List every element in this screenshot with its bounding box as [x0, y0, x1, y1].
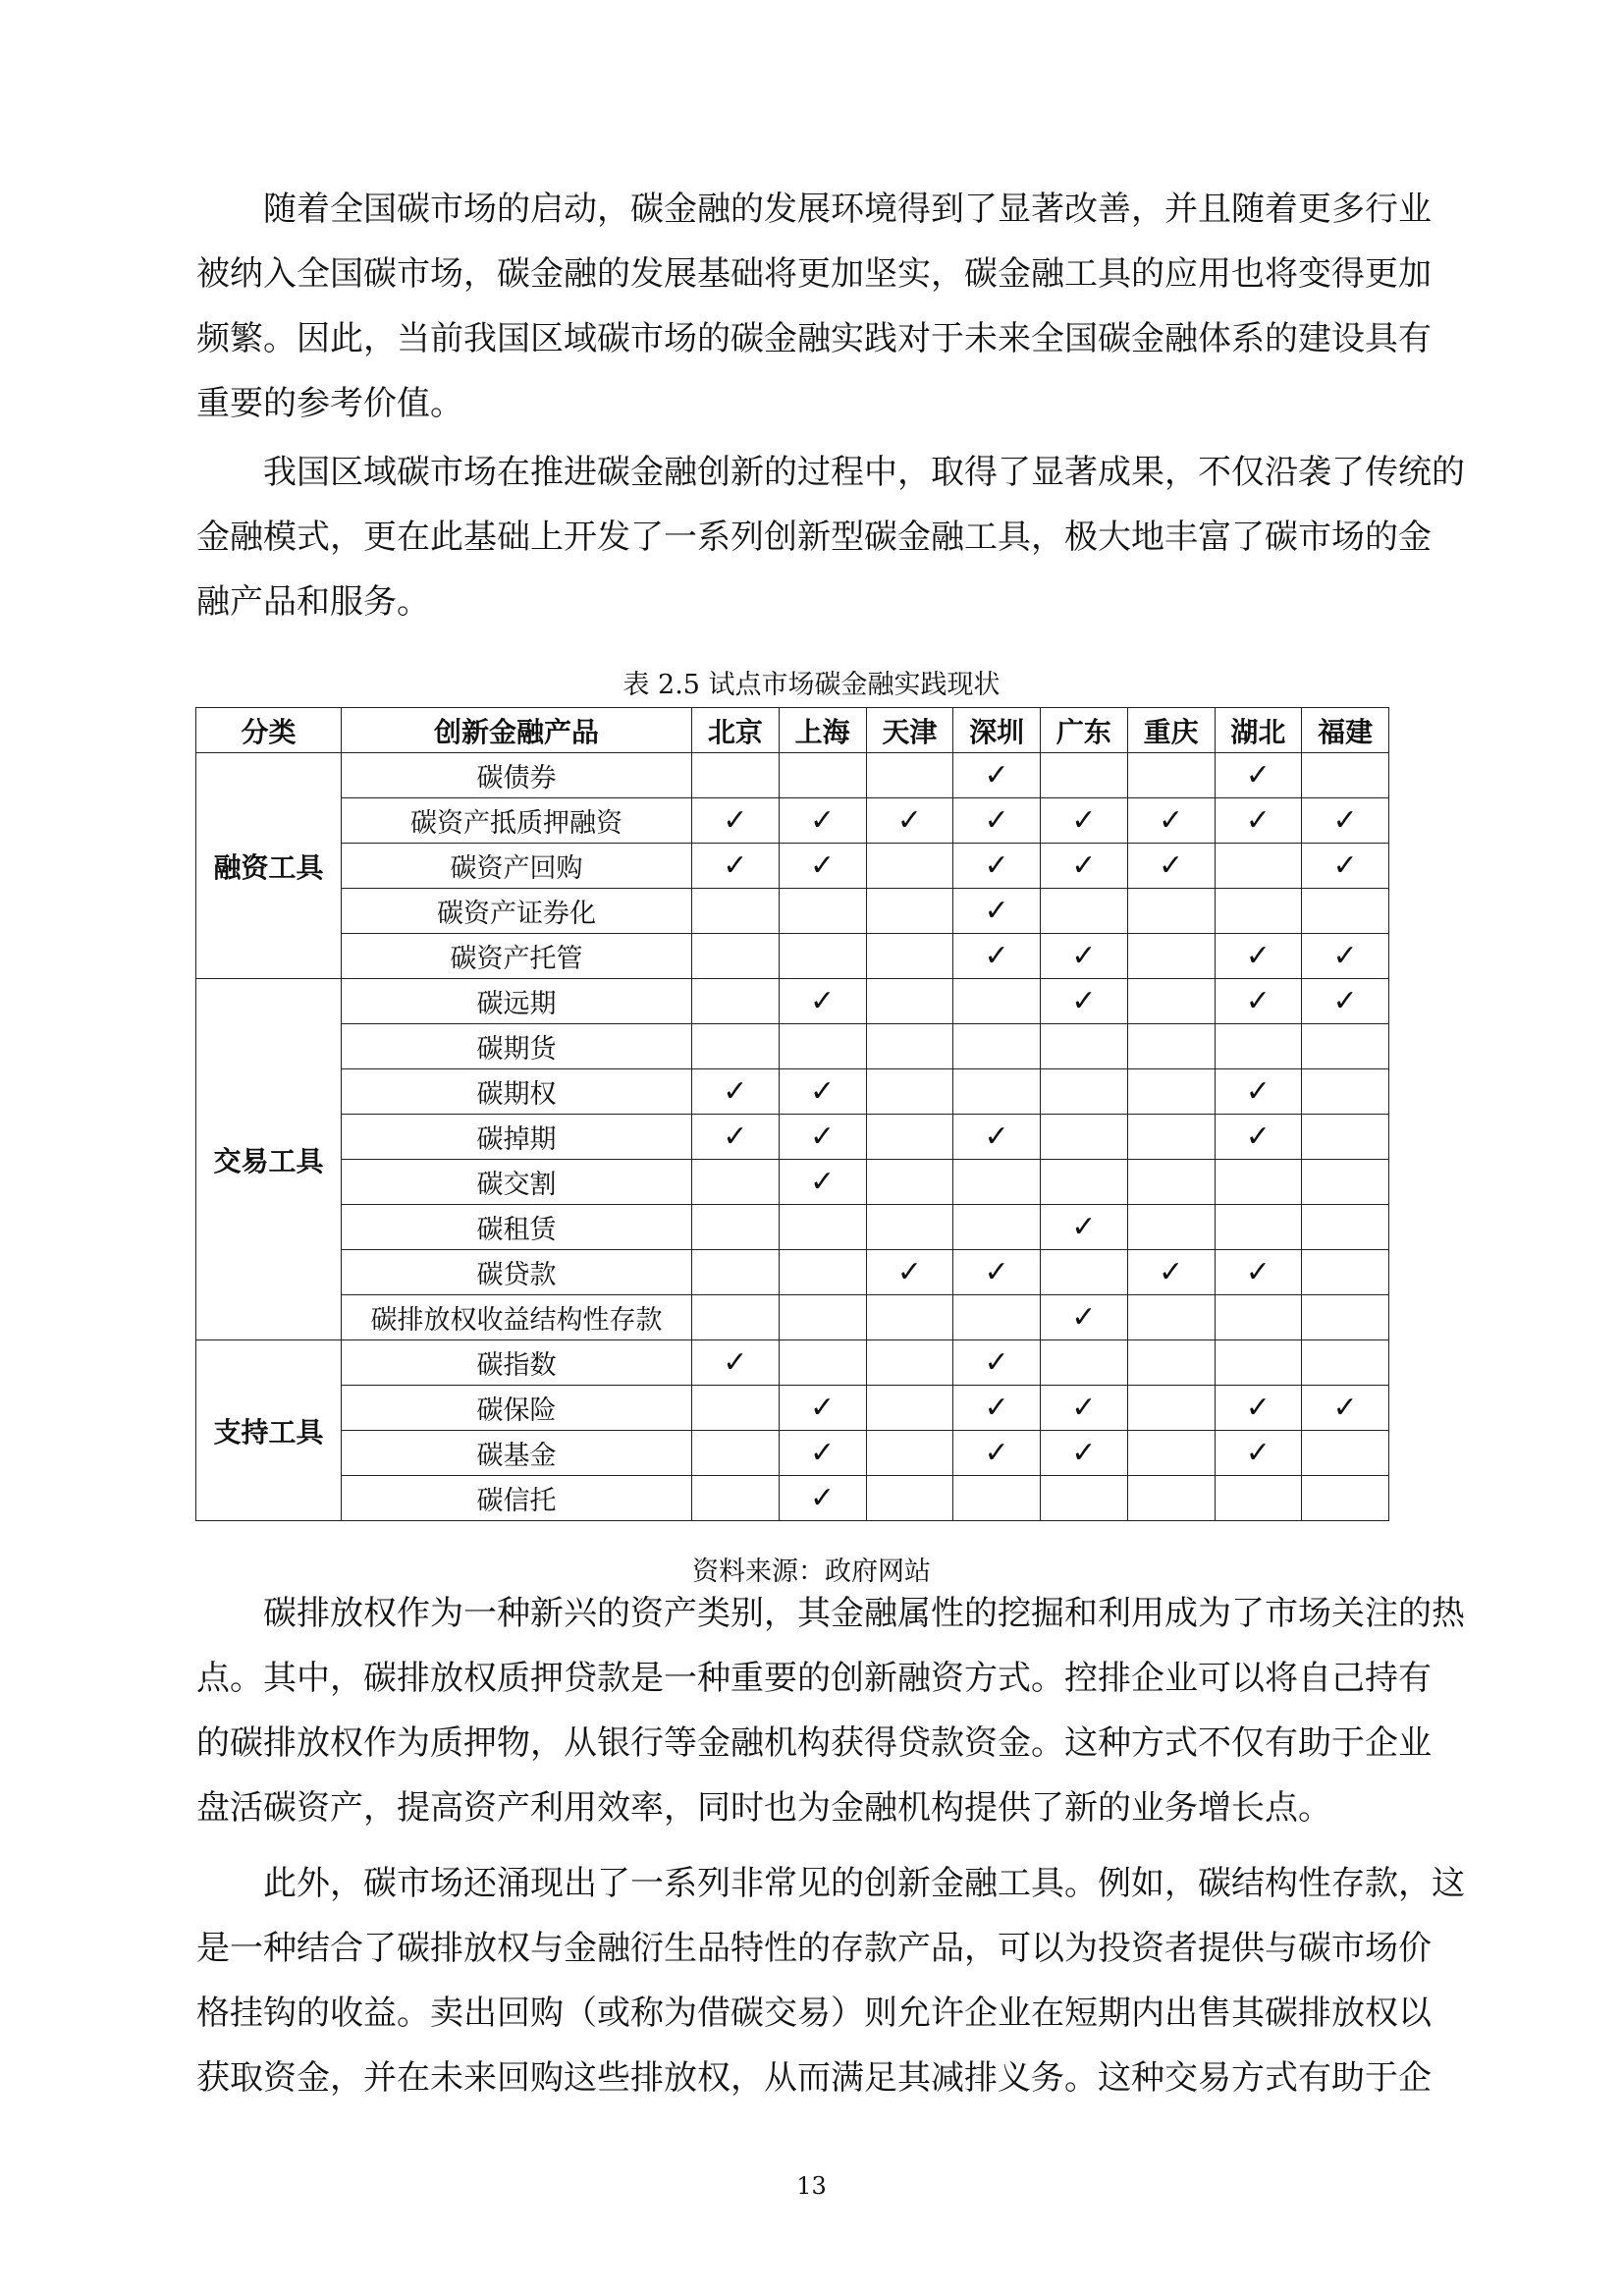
check-mark-cell: ✓: [953, 1340, 1041, 1386]
header-city: 湖北: [1215, 708, 1302, 753]
check-mark-cell: ✓: [953, 1115, 1041, 1160]
empty-cell: [1302, 1069, 1389, 1115]
check-mark-cell: ✓: [953, 1250, 1041, 1295]
paragraph-line: 我国区域碳市场在推进碳金融创新的过程中，取得了显著成果，不仅沿袭了传统的: [263, 453, 1465, 492]
empty-cell: [866, 1069, 953, 1115]
empty-cell: [1041, 1250, 1128, 1295]
product-cell: 碳资产回购: [342, 844, 692, 889]
header-city: 广东: [1041, 708, 1128, 753]
check-mark-cell: ✓: [1302, 1386, 1389, 1431]
check-mark-cell: ✓: [953, 753, 1041, 798]
empty-cell: [1041, 1069, 1128, 1115]
table-row: [196, 934, 1389, 979]
empty-cell: [1215, 889, 1302, 934]
empty-cell: [1041, 753, 1128, 798]
empty-cell: [779, 1250, 866, 1295]
product-cell: 碳资产托管: [342, 934, 692, 979]
empty-cell: [1127, 1431, 1215, 1476]
empty-cell: [692, 1386, 780, 1431]
product-cell: 碳掉期: [342, 1115, 692, 1160]
product-cell: 碳债券: [342, 753, 692, 798]
empty-cell: [1127, 889, 1215, 934]
table-row: [196, 979, 1389, 1024]
check-mark-cell: ✓: [1302, 844, 1389, 889]
empty-cell: [953, 1295, 1041, 1340]
empty-cell: [692, 934, 780, 979]
empty-cell: [866, 1431, 953, 1476]
table-header-row: [196, 708, 1389, 753]
empty-cell: [1127, 1476, 1215, 1521]
paragraph-3: [196, 1581, 1465, 1840]
check-mark-cell: ✓: [692, 1340, 780, 1386]
check-mark-cell: ✓: [1041, 1205, 1128, 1250]
empty-cell: [1041, 889, 1128, 934]
empty-cell: [1127, 1340, 1215, 1386]
paragraph-line: 的碳排放权作为质押物，从银行等金融机构获得贷款资金。这种方式不仅有助于企业: [196, 1723, 1432, 1763]
empty-cell: [692, 979, 780, 1024]
paragraph-line: 获取资金，并在未来回购这些排放权，从而满足其减排义务。这种交易方式有助于企: [196, 2058, 1432, 2098]
header-city: 北京: [692, 708, 780, 753]
product-cell: 碳基金: [342, 1431, 692, 1476]
check-mark-cell: ✓: [779, 1115, 866, 1160]
empty-cell: [866, 1295, 953, 1340]
table-row: [196, 844, 1389, 889]
empty-cell: [1302, 1431, 1389, 1476]
empty-cell: [779, 934, 866, 979]
check-mark-cell: ✓: [953, 1386, 1041, 1431]
category-cell: 交易工具: [196, 979, 342, 1340]
product-cell: 碳租赁: [342, 1205, 692, 1250]
check-mark-cell: ✓: [1041, 979, 1128, 1024]
paragraph-2: [196, 440, 1465, 634]
check-mark-cell: ✓: [1127, 844, 1215, 889]
check-mark-cell: ✓: [1127, 798, 1215, 844]
check-mark-cell: ✓: [866, 1250, 953, 1295]
empty-cell: [779, 753, 866, 798]
table-row: [196, 1295, 1389, 1340]
empty-cell: [953, 1069, 1041, 1115]
paragraph-line: 被纳入全国碳市场，碳金融的发展基础将更加坚实，碳金融工具的应用也将变得更加: [196, 254, 1432, 294]
product-cell: 碳信托: [342, 1476, 692, 1521]
check-mark-cell: ✓: [1215, 934, 1302, 979]
header-city: 上海: [779, 708, 866, 753]
empty-cell: [1302, 1160, 1389, 1205]
empty-cell: [866, 889, 953, 934]
check-mark-cell: ✓: [953, 1431, 1041, 1476]
table-row: [196, 1115, 1389, 1160]
table-row: [196, 753, 1389, 798]
empty-cell: [692, 1024, 780, 1069]
product-cell: 碳指数: [342, 1340, 692, 1386]
empty-cell: [1215, 1295, 1302, 1340]
empty-cell: [692, 1476, 780, 1521]
check-mark-cell: ✓: [1302, 934, 1389, 979]
header-city: 天津: [866, 708, 953, 753]
table-row: [196, 1024, 1389, 1069]
product-cell: 碳期货: [342, 1024, 692, 1069]
check-mark-cell: ✓: [1041, 1386, 1128, 1431]
paragraph-line: 重要的参考价值。: [196, 384, 463, 423]
paragraph-line: 随着全国碳市场的启动，碳金融的发展环境得到了显著改善，并且随着更多行业: [263, 190, 1432, 229]
empty-cell: [953, 979, 1041, 1024]
empty-cell: [866, 1386, 953, 1431]
empty-cell: [1127, 979, 1215, 1024]
table-row: [196, 1431, 1389, 1476]
table-row: [196, 1476, 1389, 1521]
table-row: [196, 1250, 1389, 1295]
empty-cell: [1041, 1476, 1128, 1521]
header-product: 创新金融产品: [342, 708, 692, 753]
table-row: [196, 1160, 1389, 1205]
paragraph-1: [196, 177, 1438, 436]
check-mark-cell: ✓: [1215, 753, 1302, 798]
empty-cell: [1215, 1476, 1302, 1521]
product-cell: 碳交割: [342, 1160, 692, 1205]
paragraph-line: 点。其中，碳排放权质押贷款是一种重要的创新融资方式。控排企业可以将自己持有: [196, 1659, 1432, 1698]
check-mark-cell: ✓: [1127, 1250, 1215, 1295]
empty-cell: [866, 1205, 953, 1250]
product-cell: 碳保险: [342, 1386, 692, 1431]
product-cell: 碳资产抵质押融资: [342, 798, 692, 844]
empty-cell: [953, 1024, 1041, 1069]
table-row: [196, 1386, 1389, 1431]
empty-cell: [779, 889, 866, 934]
empty-cell: [1127, 1386, 1215, 1431]
paragraph-4: [196, 1851, 1465, 2110]
empty-cell: [1302, 1250, 1389, 1295]
empty-cell: [1302, 1476, 1389, 1521]
empty-cell: [866, 1115, 953, 1160]
empty-cell: [1041, 1160, 1128, 1205]
header-city: 深圳: [953, 708, 1041, 753]
empty-cell: [953, 1205, 1041, 1250]
product-cell: 碳资产证券化: [342, 889, 692, 934]
table-source: 资料来源：政府网站: [692, 1557, 931, 1587]
empty-cell: [866, 844, 953, 889]
empty-cell: [1302, 1340, 1389, 1386]
empty-cell: [866, 934, 953, 979]
empty-cell: [1127, 934, 1215, 979]
empty-cell: [866, 753, 953, 798]
check-mark-cell: ✓: [779, 798, 866, 844]
empty-cell: [779, 1024, 866, 1069]
check-mark-cell: ✓: [953, 889, 1041, 934]
empty-cell: [1127, 1069, 1215, 1115]
empty-cell: [1215, 844, 1302, 889]
product-cell: 碳排放权收益结构性存款: [342, 1295, 692, 1340]
table-row: [196, 1340, 1389, 1386]
table-caption: 表 2.5 试点市场碳金融实践现状: [622, 670, 1001, 700]
empty-cell: [866, 979, 953, 1024]
check-mark-cell: ✓: [1215, 1386, 1302, 1431]
page-number: 13: [796, 2172, 827, 2200]
check-mark-cell: ✓: [1215, 1069, 1302, 1115]
empty-cell: [779, 1340, 866, 1386]
empty-cell: [1302, 1295, 1389, 1340]
check-mark-cell: ✓: [779, 1160, 866, 1205]
table-row: [196, 1205, 1389, 1250]
product-cell: 碳贷款: [342, 1250, 692, 1295]
empty-cell: [1302, 753, 1389, 798]
check-mark-cell: ✓: [779, 844, 866, 889]
empty-cell: [1215, 1024, 1302, 1069]
empty-cell: [1127, 753, 1215, 798]
check-mark-cell: ✓: [953, 798, 1041, 844]
empty-cell: [1215, 1205, 1302, 1250]
product-cell: 碳远期: [342, 979, 692, 1024]
check-mark-cell: ✓: [779, 1386, 866, 1431]
paragraph-line: 碳排放权作为一种新兴的资产类别，其金融属性的挖掘和利用成为了市场关注的热: [263, 1594, 1465, 1633]
empty-cell: [692, 1160, 780, 1205]
check-mark-cell: ✓: [692, 1069, 780, 1115]
check-mark-cell: ✓: [692, 844, 780, 889]
paragraph-line: 格挂钩的收益。卖出回购（或称为借碳交易）则允许企业在短期内出售其碳排放权以: [196, 1994, 1432, 2033]
check-mark-cell: ✓: [953, 934, 1041, 979]
empty-cell: [1302, 1205, 1389, 1250]
check-mark-cell: ✓: [1041, 934, 1128, 979]
empty-cell: [692, 1250, 780, 1295]
check-mark-cell: ✓: [1215, 798, 1302, 844]
check-mark-cell: ✓: [1302, 798, 1389, 844]
check-mark-cell: ✓: [866, 798, 953, 844]
empty-cell: [1127, 1160, 1215, 1205]
empty-cell: [866, 1024, 953, 1069]
header-city: 福建: [1302, 708, 1389, 753]
empty-cell: [692, 1295, 780, 1340]
empty-cell: [779, 1295, 866, 1340]
check-mark-cell: ✓: [1041, 844, 1128, 889]
empty-cell: [1215, 1160, 1302, 1205]
check-mark-cell: ✓: [779, 979, 866, 1024]
check-mark-cell: ✓: [953, 844, 1041, 889]
check-mark-cell: ✓: [1041, 798, 1128, 844]
empty-cell: [692, 1205, 780, 1250]
empty-cell: [1041, 1024, 1128, 1069]
paragraph-line: 频繁。因此，当前我国区域碳市场的碳金融实践对于未来全国碳金融体系的建设具有: [196, 319, 1432, 358]
empty-cell: [1041, 1115, 1128, 1160]
check-mark-cell: ✓: [1215, 1250, 1302, 1295]
carbon-finance-table: [195, 707, 1389, 1521]
empty-cell: [866, 1340, 953, 1386]
empty-cell: [953, 1160, 1041, 1205]
empty-cell: [1215, 1340, 1302, 1386]
check-mark-cell: ✓: [1215, 1431, 1302, 1476]
empty-cell: [692, 1431, 780, 1476]
empty-cell: [1127, 1024, 1215, 1069]
table-row: [196, 889, 1389, 934]
empty-cell: [1041, 1340, 1128, 1386]
category-cell: 融资工具: [196, 753, 342, 979]
empty-cell: [1127, 1295, 1215, 1340]
category-cell: 支持工具: [196, 1340, 342, 1521]
check-mark-cell: ✓: [1215, 979, 1302, 1024]
empty-cell: [866, 1160, 953, 1205]
paragraph-line: 此外，碳市场还涌现出了一系列非常见的创新金融工具。例如，碳结构性存款，这: [263, 1864, 1465, 1903]
paragraph-line: 盘活碳资产，提高资产利用效率，同时也为金融机构提供了新的业务增长点。: [196, 1788, 1331, 1828]
check-mark-cell: ✓: [692, 1115, 780, 1160]
empty-cell: [1302, 889, 1389, 934]
check-mark-cell: ✓: [1215, 1115, 1302, 1160]
empty-cell: [1127, 1205, 1215, 1250]
empty-cell: [1302, 1115, 1389, 1160]
table-row: [196, 798, 1389, 844]
check-mark-cell: ✓: [779, 1476, 866, 1521]
table-row: [196, 1069, 1389, 1115]
check-mark-cell: ✓: [1302, 979, 1389, 1024]
check-mark-cell: ✓: [1041, 1431, 1128, 1476]
empty-cell: [1302, 1024, 1389, 1069]
header-city: 重庆: [1127, 708, 1215, 753]
check-mark-cell: ✓: [692, 798, 780, 844]
check-mark-cell: ✓: [779, 1431, 866, 1476]
check-mark-cell: ✓: [1041, 1295, 1128, 1340]
paragraph-line: 融产品和服务。: [196, 582, 430, 622]
empty-cell: [866, 1476, 953, 1521]
product-cell: 碳期权: [342, 1069, 692, 1115]
paragraph-line: 是一种结合了碳排放权与金融衍生品特性的存款产品，可以为投资者提供与碳市场价: [196, 1929, 1432, 1968]
empty-cell: [692, 889, 780, 934]
empty-cell: [953, 1476, 1041, 1521]
check-mark-cell: ✓: [779, 1069, 866, 1115]
empty-cell: [1127, 1115, 1215, 1160]
paragraph-line: 金融模式，更在此基础上开发了一系列创新型碳金融工具，极大地丰富了碳市场的金: [196, 518, 1432, 557]
empty-cell: [779, 1205, 866, 1250]
header-category: 分类: [196, 708, 342, 753]
empty-cell: [692, 753, 780, 798]
